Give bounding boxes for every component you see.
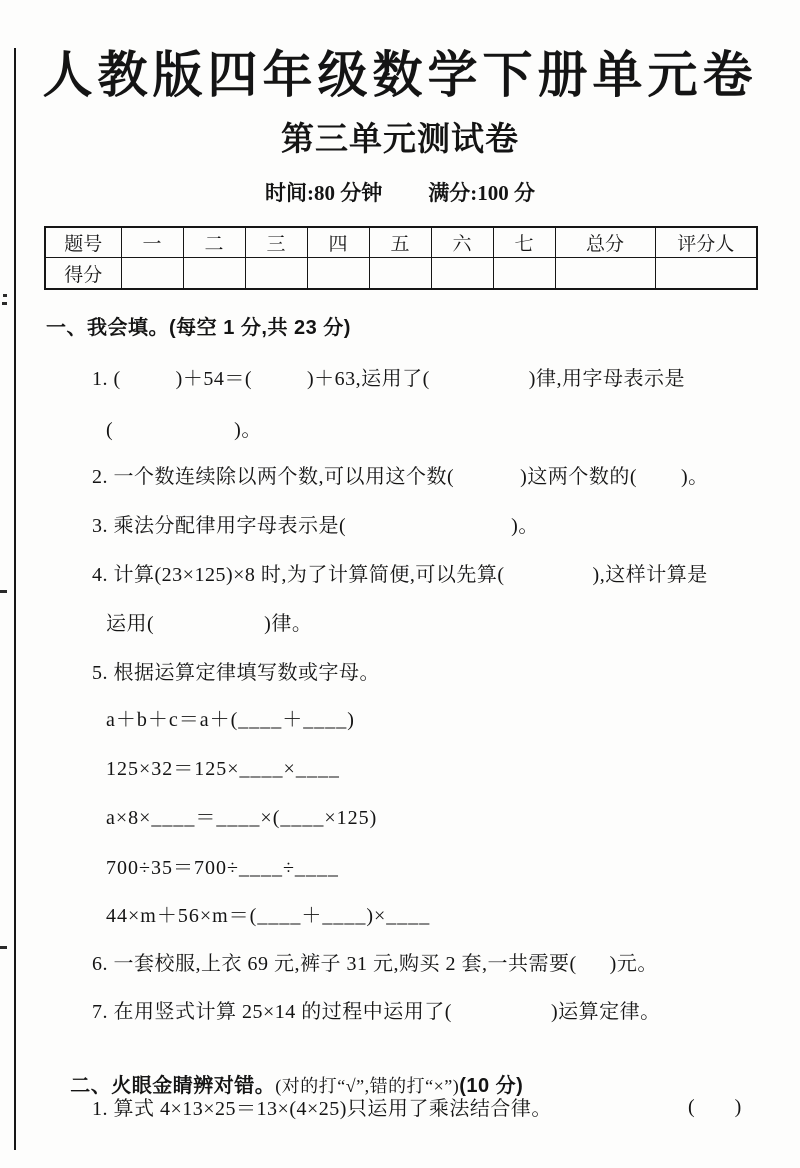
section2-question-1: 1. 算式 4×13×25＝13×(4×25)只运用了乘法结合律。 bbox=[92, 1098, 552, 1120]
col-section-3: 三 bbox=[245, 227, 307, 258]
section1-heading: 一、我会填。(每空 1 分,共 23 分) bbox=[46, 317, 351, 339]
score-cell bbox=[655, 258, 757, 290]
question-5-formula-2: 125×32＝125×____×____ bbox=[106, 758, 340, 780]
question-1-line-2: ( )。 bbox=[106, 419, 262, 441]
question-7: 7. 在用竖式计算 25×14 的过程中运用了( )运算定律。 bbox=[92, 1001, 661, 1023]
col-section-2: 二 bbox=[183, 227, 245, 258]
question-3: 3. 乘法分配律用字母表示是( )。 bbox=[92, 515, 539, 537]
col-total-score: 总分 bbox=[555, 227, 655, 258]
score-cell bbox=[555, 258, 655, 290]
section2-heading-points: (10 分) bbox=[459, 1075, 524, 1097]
time-limit-label: 时间:80 分钟 bbox=[265, 181, 383, 205]
col-grader: 评分人 bbox=[655, 227, 757, 258]
question-1-line-1: 1. ( )＋54＝( )＋63,运用了( )律,用字母表示是 bbox=[92, 368, 685, 390]
score-cell bbox=[183, 258, 245, 290]
col-question-number: 题号 bbox=[45, 227, 121, 258]
paper-subtitle: 第三单元测试卷 bbox=[281, 122, 519, 158]
question-5-formula-3: a×8×____＝____×(____×125) bbox=[106, 807, 378, 829]
col-section-1: 一 bbox=[121, 227, 183, 258]
col-section-6: 六 bbox=[431, 227, 493, 258]
scan-artifact bbox=[3, 294, 7, 297]
question-5: 5. 根据运算定律填写数或字母。 bbox=[92, 662, 380, 684]
score-table bbox=[44, 226, 758, 290]
score-row-label: 得分 bbox=[45, 258, 121, 290]
score-cell bbox=[245, 258, 307, 290]
col-section-5: 五 bbox=[369, 227, 431, 258]
score-cell bbox=[431, 258, 493, 290]
section2-heading-bold: 二、火眼金睛辨对错。 bbox=[70, 1075, 276, 1097]
question-5-formula-5: 44×m＋56×m＝(____＋____)×____ bbox=[106, 905, 431, 927]
question-5-formula-4: 700÷35＝700÷____÷____ bbox=[106, 857, 339, 879]
paper-title: 人教版四年级数学下册单元卷 bbox=[42, 47, 758, 103]
full-score-label: 满分:100 分 bbox=[428, 181, 535, 205]
question-4-line-1: 4. 计算(23×125)×8 时,为了计算简便,可以先算( ),这样计算是 bbox=[92, 564, 708, 586]
question-2: 2. 一个数连续除以两个数,可以用这个数( )这两个数的( )。 bbox=[92, 466, 709, 488]
question-5-formula-1: a＋b＋c＝a＋(____＋____) bbox=[106, 709, 355, 731]
score-cell bbox=[307, 258, 369, 290]
score-cell bbox=[121, 258, 183, 290]
scan-artifact bbox=[0, 590, 7, 593]
scan-artifact bbox=[2, 302, 7, 305]
score-table-score-row bbox=[45, 258, 757, 290]
score-cell bbox=[493, 258, 555, 290]
section2-heading-note: (对的打“√”,错的打“×”) bbox=[275, 1076, 460, 1096]
paper-meta bbox=[0, 181, 800, 206]
col-section-7: 七 bbox=[493, 227, 555, 258]
question-6: 6. 一套校服,上衣 69 元,裤子 31 元,购买 2 套,一共需要( )元。 bbox=[92, 953, 658, 975]
score-table-header-row bbox=[45, 227, 757, 258]
section2-question-1-answer-blank: ( ) bbox=[688, 1096, 742, 1118]
score-cell bbox=[369, 258, 431, 290]
scan-artifact bbox=[0, 946, 7, 949]
col-section-4: 四 bbox=[307, 227, 369, 258]
question-4-line-2: 运用( )律。 bbox=[106, 613, 313, 635]
page-binding-rule bbox=[14, 48, 16, 1150]
